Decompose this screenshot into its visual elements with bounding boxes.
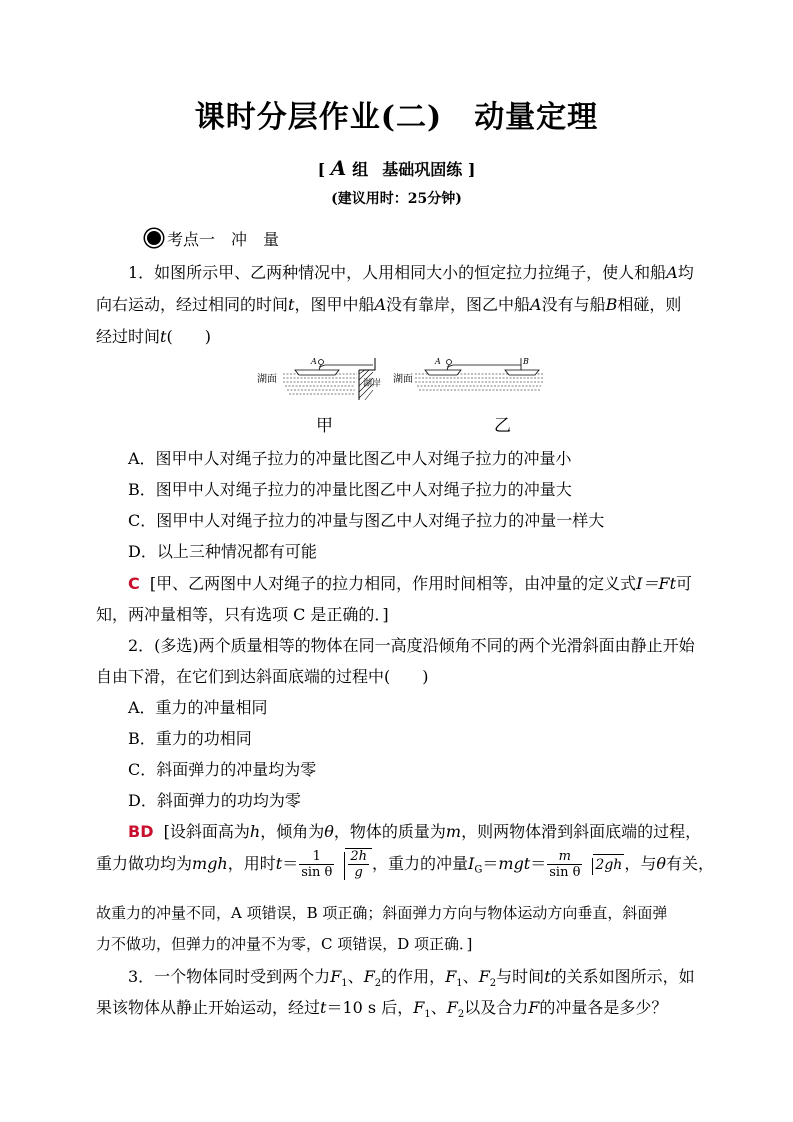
right-water-lines — [415, 374, 543, 390]
bracket-close: ] — [467, 160, 476, 179]
q2-option-a: A．重力的冲量相同 — [128, 698, 268, 717]
q1-explain-line2: 知，两冲量相等，只有选项 C 是正确的．] — [96, 605, 389, 624]
q1-line3: 经过时间t( ) — [96, 327, 211, 346]
q2-explain-line1: BD [设斜面高为h，倾角为θ，物体的质量为m，则两物体滑到斜面底端的过程， — [128, 822, 702, 841]
shore-label: 湖岸 — [363, 379, 382, 389]
sqrt-1: $\frac{2h}{g}$ — [335, 848, 372, 880]
q1-line2: 向右运动，经过相同的时间t，图甲中船A没有靠岸，图乙中船A没有与船B相碰，则 — [96, 295, 682, 314]
q2-option-d: D．斜面弹力的功均为零 — [128, 791, 301, 810]
left-water-label: 湖面 — [257, 374, 277, 385]
q1-explain-line1: C [甲、乙两图中人对绳子的拉力相同，作用时间相等，由冲量的定义式I＝Ft可 — [128, 574, 693, 593]
q2-option-c: C．斜面弹力的冲量均为零 — [128, 760, 317, 779]
q3-line2: 果该物体从静止开始运动，经过t＝10 s 后，$F_1$、$F_2$以及合力F的冲量各是多少？ — [96, 998, 668, 1021]
q2-explain-line3: 故重力的冲量不同，A 项错误，B 项正确；斜面弹力方向与物体运动方向垂直，斜面弹 — [96, 904, 668, 922]
q1-line1: 1．如图所示甲、乙两种情况中，人用相同大小的恒定拉力拉绳子，使人和船A均 — [128, 263, 694, 282]
q2-explain-line2: 重力做功均为mgh，用时t＝ $\frac{1}{\text{sin θ}}$ $\frac{2h}{g}$ ，重力的冲量$I_G=mgt=$ $\frac{m}{\text{sin θ}}$ 2gh ，与θ有关， — [96, 848, 714, 880]
right-boat-b-icon — [505, 358, 539, 375]
q2-line1: 2．(多选)两个质量相等的物体在同一高度沿倾角不同的两个光滑斜面由静止开始 — [128, 636, 695, 655]
q1-option-d: D．以上三种情况都有可能 — [128, 542, 317, 561]
q3-line1: 3．一个物体同时受到两个力$F_1$、$F_2$的作用，$F_1$、$F_2$与时间t的关系如图所示，如 — [128, 967, 695, 990]
title-right: 动量定理 — [474, 100, 599, 135]
fraction-2: $\frac{m}{\text{sin θ}}$ — [549, 848, 581, 880]
group-subtitle: 基础巩固练 — [382, 160, 463, 179]
right-boat-a-label: A — [435, 357, 441, 366]
q1-answer: C — [128, 574, 140, 593]
time-note: (建议用时：25分钟) — [331, 191, 462, 207]
bracket-open: [ — [317, 160, 326, 179]
fraction-1: $\frac{1}{\text{sin θ}}$ — [301, 848, 333, 880]
q1-option-c: C．图甲中人对绳子拉力的冲量与图乙中人对绳子拉力的冲量一样大 — [128, 511, 605, 530]
group-heading — [0, 156, 793, 180]
left-water-lines — [283, 374, 357, 394]
caption-left: 甲 — [316, 416, 333, 436]
caption-right: 乙 — [494, 416, 511, 436]
left-boat-icon — [295, 360, 339, 376]
page-title — [0, 92, 793, 136]
boats-figure — [255, 352, 545, 402]
q2-line2: 自由下滑，在它们到达斜面底端的过程中( ) — [96, 667, 429, 686]
group-name: 组 — [352, 160, 369, 179]
title-left: 课时分层作业(二) — [194, 100, 443, 135]
bullet-dot-icon — [145, 229, 163, 247]
q2-explain-line4: 力不做功，但弹力的冲量不为零，C 项错误，D 项正确．] — [96, 935, 473, 953]
sqrt-2: 2gh — [583, 854, 624, 875]
right-water-label: 湖面 — [393, 374, 413, 385]
q1-option-a: A．图甲中人对绳子拉力的冲量比图乙中人对绳子拉力的冲量小 — [128, 449, 572, 468]
q1-option-b: B．图甲中人对绳子拉力的冲量比图乙中人对绳子拉力的冲量大 — [128, 480, 572, 499]
section-heading — [145, 227, 279, 250]
right-boat-a-icon — [425, 360, 461, 376]
group-badge: A — [330, 156, 347, 180]
right-boat-b-label: B — [523, 357, 529, 366]
section-label: 考点一 冲 量 — [167, 230, 280, 249]
left-boat-a-label: A — [311, 357, 317, 366]
q2-option-b: B．重力的功相同 — [128, 729, 252, 748]
q2-answer: BD — [128, 822, 154, 841]
